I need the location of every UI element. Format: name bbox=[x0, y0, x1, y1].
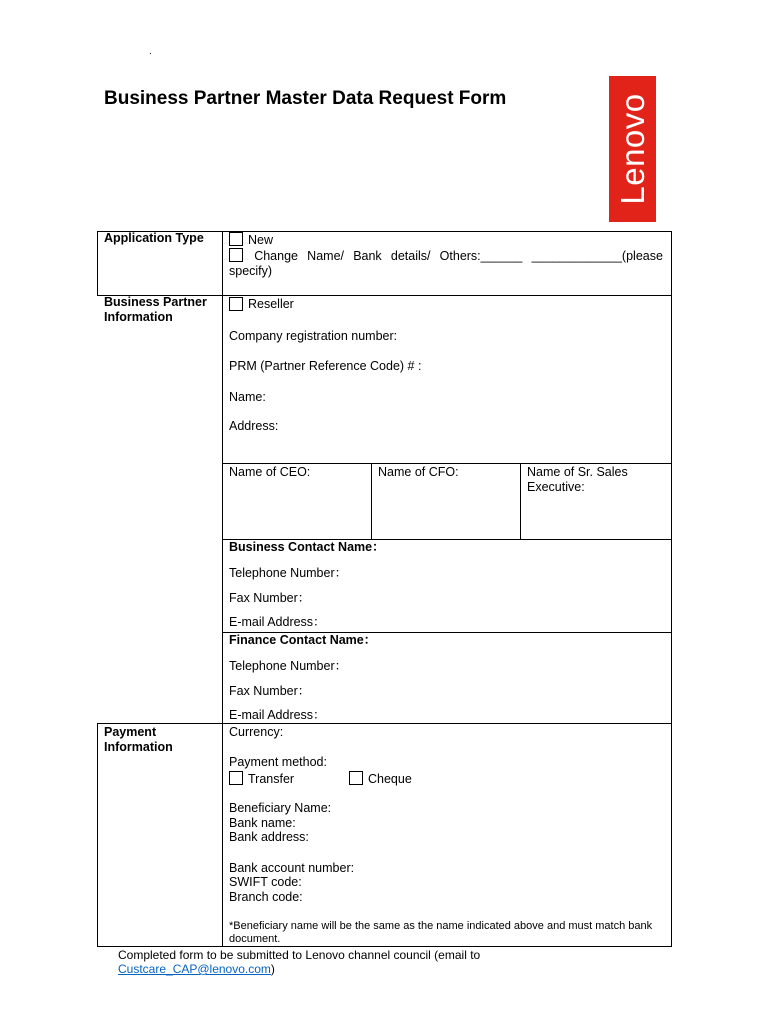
custcare-email-link[interactable]: Custcare_CAP@lenovo.com bbox=[118, 962, 271, 976]
name-field[interactable]: Name: bbox=[229, 390, 266, 404]
ceo-field[interactable]: Name of CEO: bbox=[229, 465, 311, 479]
company-registration-field[interactable]: Company registration number: bbox=[229, 329, 398, 343]
column-divider bbox=[222, 231, 223, 947]
finance-contact-heading: Finance Contact Name： bbox=[229, 633, 377, 647]
footer-note bbox=[118, 948, 624, 976]
change-line bbox=[229, 249, 663, 264]
business-contact-heading: Business Contact Name： bbox=[229, 540, 385, 554]
prm-field[interactable]: PRM (Partner Reference Code) # : bbox=[229, 359, 422, 373]
footer-text: Completed form to be submitted to Lenovo channel council (email to bbox=[118, 948, 481, 962]
row-divider bbox=[97, 723, 672, 724]
swift-code-field[interactable]: SWIFT code: bbox=[229, 875, 302, 889]
beneficiary-name-field[interactable]: Beneficiary Name: bbox=[229, 801, 332, 815]
page-title: Business Partner Master Data Request Form bbox=[104, 88, 507, 109]
address-field[interactable]: Address: bbox=[229, 419, 279, 433]
new-checkbox[interactable] bbox=[229, 232, 243, 246]
finance-fax-field[interactable]: Fax Number： bbox=[229, 684, 311, 698]
change-word: Bank bbox=[353, 249, 382, 263]
beneficiary-note: *Beneficiary name will be the same as the name indicated above and must match bank bbox=[229, 920, 653, 932]
new-label: New bbox=[248, 233, 274, 247]
application-type-label: Application Type bbox=[104, 231, 204, 245]
specify-text: specify) bbox=[229, 264, 273, 278]
logo-text: Lenovo bbox=[613, 93, 651, 205]
change-word: Others:______ bbox=[439, 249, 523, 263]
payment-information-label: Payment Information bbox=[104, 725, 173, 754]
change-word: _____________(please bbox=[531, 249, 663, 263]
business-email-field[interactable]: E-mail Address： bbox=[229, 615, 326, 629]
reseller-label: Reseller bbox=[248, 297, 294, 311]
business-telephone-field[interactable]: Telephone Number： bbox=[229, 566, 348, 580]
currency-field[interactable]: Currency: bbox=[229, 725, 284, 739]
cheque-checkbox[interactable] bbox=[349, 771, 363, 785]
bank-address-field[interactable]: Bank address: bbox=[229, 830, 309, 844]
transfer-label: Transfer bbox=[248, 772, 295, 786]
exec-divider bbox=[371, 463, 372, 540]
bank-name-field[interactable]: Bank name: bbox=[229, 816, 296, 830]
business-fax-field[interactable]: Fax Number： bbox=[229, 591, 311, 605]
row-divider bbox=[222, 463, 672, 464]
table-left-border bbox=[97, 231, 98, 295]
business-partner-label: Business Partner Information bbox=[104, 295, 207, 324]
branch-code-field[interactable]: Branch code: bbox=[229, 890, 303, 904]
footer-close: ) bbox=[270, 962, 275, 976]
stray-dot: . bbox=[149, 46, 152, 57]
change-word: Change bbox=[254, 249, 298, 263]
cheque-label: Cheque bbox=[368, 772, 412, 786]
change-word: details/ bbox=[390, 249, 431, 263]
cfo-field[interactable]: Name of CFO: bbox=[378, 465, 459, 479]
table-right-border bbox=[671, 231, 672, 947]
sales-executive-field[interactable]: Name of Sr. Sales Executive: bbox=[527, 465, 628, 494]
bank-account-field[interactable]: Bank account number: bbox=[229, 861, 355, 875]
table-bottom-border bbox=[97, 946, 672, 947]
finance-telephone-field[interactable]: Telephone Number： bbox=[229, 659, 348, 673]
payment-method-label: Payment method: bbox=[229, 755, 327, 769]
transfer-checkbox[interactable] bbox=[229, 771, 243, 785]
exec-divider bbox=[520, 463, 521, 540]
lenovo-logo bbox=[609, 76, 656, 222]
beneficiary-note-cont: document. bbox=[229, 933, 281, 945]
finance-email-field[interactable]: E-mail Address： bbox=[229, 708, 326, 722]
reseller-checkbox[interactable] bbox=[229, 297, 243, 311]
change-word: Name/ bbox=[307, 249, 344, 263]
table-left-border bbox=[97, 723, 98, 947]
